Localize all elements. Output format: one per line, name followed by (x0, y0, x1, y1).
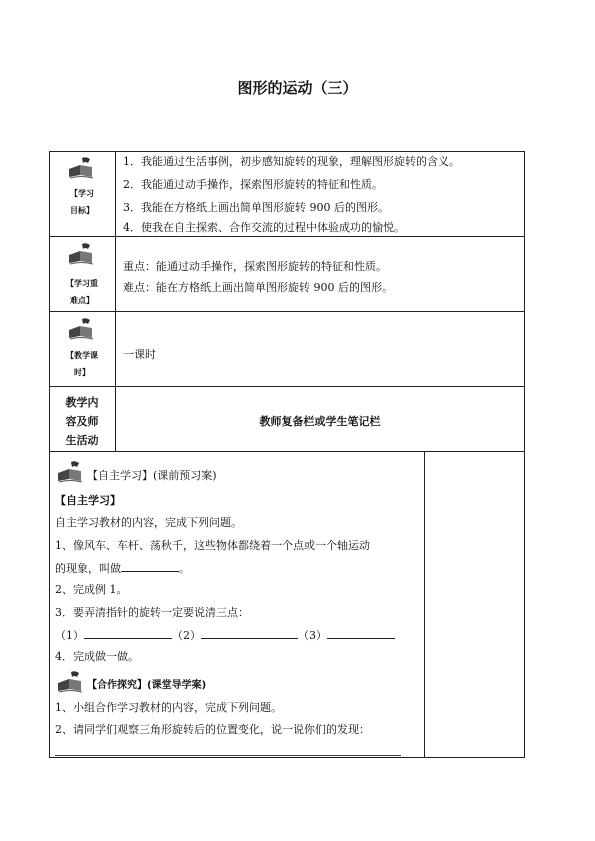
row-divider (49, 236, 525, 237)
question-1-line-2: 的现象，叫做 。 (55, 562, 190, 575)
objectives-label: 【学习 目标】 (70, 189, 94, 215)
column-divider (115, 151, 116, 451)
row-divider (49, 386, 525, 387)
cooperation-icon-heading: 【合作探究】(课堂导学案) (87, 680, 207, 691)
answer-blank (201, 627, 298, 639)
question-4: 4．完成做一做。 (55, 650, 139, 663)
answer-blank (84, 627, 172, 639)
row-divider (49, 311, 525, 312)
answer-line (55, 755, 401, 756)
lesson-plan-table (49, 151, 525, 758)
content-header-right: 教师复备栏或学生笔记栏 (259, 415, 381, 428)
objective-item: 2．我能通过动手操作，探索图形旋转的特征和性质。 (123, 178, 383, 191)
question-2: 2、完成例 1。 (55, 583, 128, 596)
objective-item: 1．我能通过生活事例，初步感知旋转的现象，理解图形旋转的含义。 (123, 155, 460, 168)
cooperation-question-1: 1、小组合作学习教材的内容，完成下列问题。 (55, 701, 282, 714)
book-icon (55, 459, 85, 483)
self-study-icon-heading: 【自主学习】(课前预习案) (87, 469, 217, 482)
objective-item: 3．我能在方格纸上画出简单图形旋转 900 后的图形。 (123, 201, 389, 214)
question-1-line-1: 1、像风车、车杆、荡秋千，这些物体都绕着一个点或一个轴运动 (55, 539, 370, 552)
book-icon (66, 155, 96, 179)
question-3: 3．要弄清指针的旋转一定要说清三点： (55, 606, 249, 619)
book-icon (55, 669, 85, 693)
row-divider (49, 451, 525, 452)
answer-blank (327, 627, 395, 639)
key-points-label: 【学习重 难点】 (66, 279, 98, 305)
notes-column-divider (424, 451, 425, 758)
class-hours-label: 【教学课 时】 (66, 351, 98, 377)
objective-item: 4．使我在自主探索、合作交流的过程中体验成功的愉悦。 (123, 221, 405, 234)
book-icon (66, 316, 96, 340)
class-hours-value: 一课时 (123, 348, 156, 361)
difficulty-text: 难点：能在方格纸上画出简单图形旋转 900 后的图形。 (123, 281, 393, 294)
self-study-intro: 自主学习教材的内容，完成下列问题。 (55, 516, 242, 529)
self-study-heading: 【自主学习】 (55, 494, 121, 507)
question-3-blanks: （1） （2） （3） (55, 627, 395, 643)
page-title: 图形的运动（三） (237, 79, 358, 97)
cooperation-question-2: 2、请同学们观察三角形旋转后的位置变化，说一说你们的发现： (55, 723, 370, 736)
table-border (49, 151, 525, 758)
content-header-left: 教学内 容及师 生活动 (65, 396, 99, 447)
answer-blank (121, 560, 179, 572)
key-point-text: 重点：能通过动手操作，探索图形旋转的特征和性质。 (123, 260, 387, 273)
book-icon (66, 241, 96, 265)
